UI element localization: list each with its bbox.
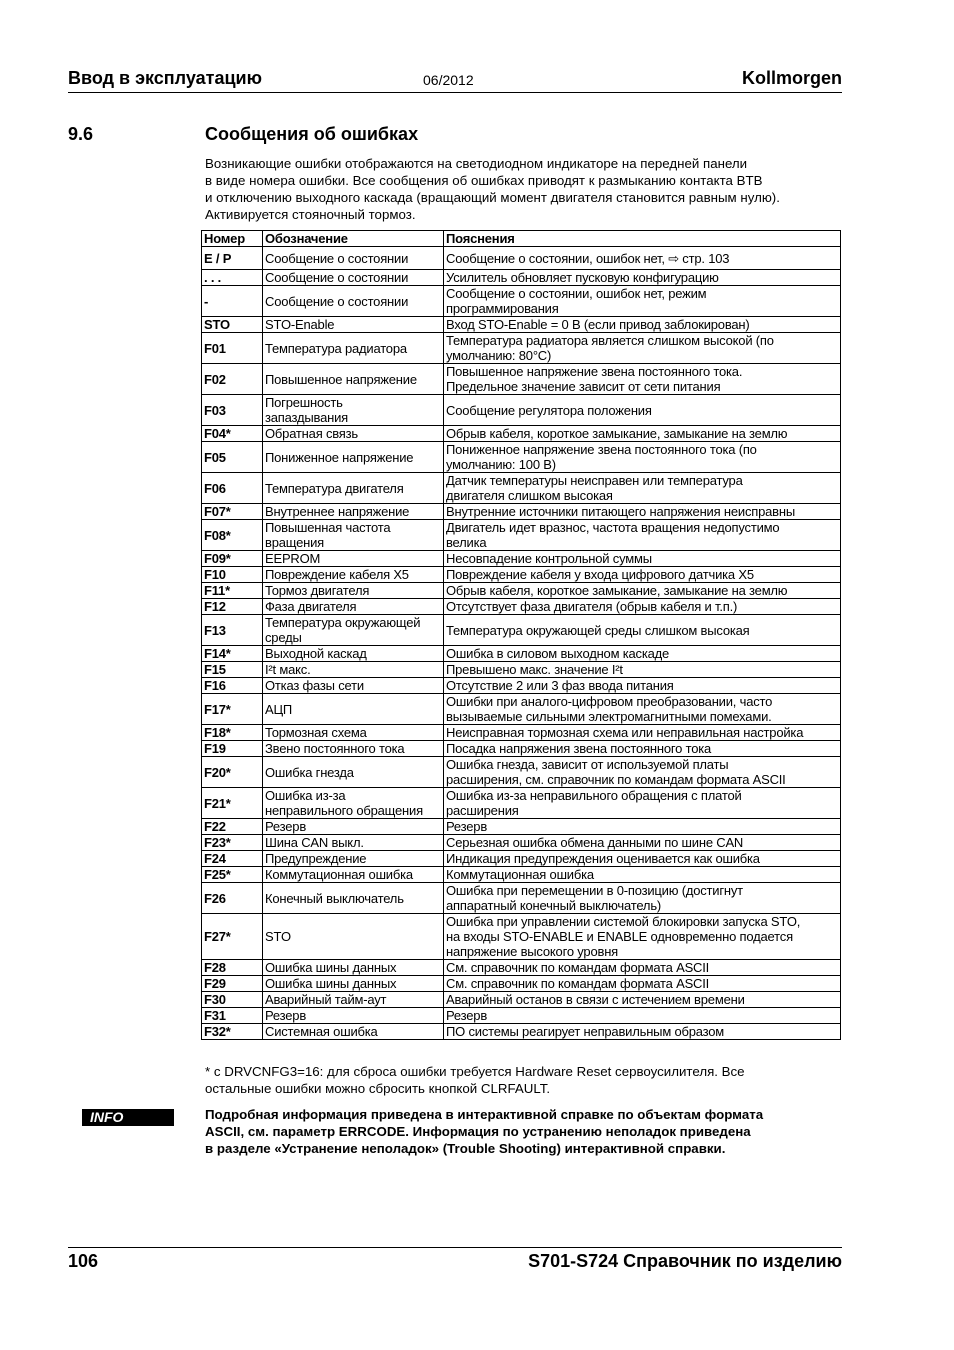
- error-designation: STO: [263, 914, 444, 960]
- error-designation: Тормозная схема: [263, 725, 444, 741]
- error-explanation: См. справочник по командам формата ASCII: [444, 976, 841, 992]
- error-explanation: Сообщение о состоянии, ошибок нет, ⇨ стр. 103: [444, 247, 841, 270]
- error-code: F21*: [202, 788, 263, 819]
- info-badge: INFO: [82, 1109, 174, 1126]
- error-code: F14*: [202, 646, 263, 662]
- table-row: [202, 520, 841, 551]
- table-row: [202, 867, 841, 883]
- error-code: F17*: [202, 694, 263, 725]
- table-row: [202, 504, 841, 520]
- error-code: F07*: [202, 504, 263, 520]
- error-code: F27*: [202, 914, 263, 960]
- error-code: F03: [202, 395, 263, 426]
- table-row: [202, 395, 841, 426]
- error-designation: Повышенное напряжение: [263, 364, 444, 395]
- footer-title: S701-S724 Справочник по изделию: [528, 1251, 842, 1271]
- error-code: F09*: [202, 551, 263, 567]
- error-explanation: Ошибка при перемещении в 0-позицию (достигнут аппаратный конечный выключатель): [444, 883, 841, 914]
- table-row: [202, 473, 841, 504]
- error-explanation: Обрыв кабеля, короткое замыкание, замыкание на землю: [444, 426, 841, 442]
- error-explanation: Ошибки при аналого-цифровом преобразовании, часто вызываемые сильными электромагнитными помехами.: [444, 694, 841, 725]
- table-row: [202, 247, 841, 270]
- table-row: [202, 1024, 841, 1040]
- table-row: [202, 914, 841, 960]
- table-row: [202, 1008, 841, 1024]
- error-explanation: Обрыв кабеля, короткое замыкание, замыкание на землю: [444, 583, 841, 599]
- error-designation: Внутреннее напряжение: [263, 504, 444, 520]
- error-code: F05: [202, 442, 263, 473]
- table-row: [202, 678, 841, 694]
- error-explanation: Серьезная ошибка обмена данными по шине CAN: [444, 835, 841, 851]
- table-row: [202, 883, 841, 914]
- table-row: [202, 317, 841, 333]
- error-code: F06: [202, 473, 263, 504]
- error-code: F15: [202, 662, 263, 678]
- error-designation: EEPROM: [263, 551, 444, 567]
- error-code: F13: [202, 615, 263, 646]
- error-code: F18*: [202, 725, 263, 741]
- error-designation: Предупреждение: [263, 851, 444, 867]
- error-explanation: Вход STO-Enable = 0 В (если привод заблокирован): [444, 317, 841, 333]
- error-designation: Температура радиатора: [263, 333, 444, 364]
- error-explanation: Несовпадение контрольной суммы: [444, 551, 841, 567]
- error-explanation: Отсутствует фаза двигателя (обрыв кабеля и т.п.): [444, 599, 841, 615]
- error-designation: АЦП: [263, 694, 444, 725]
- error-designation: Погрешность запаздывания: [263, 395, 444, 426]
- intro-paragraph: Возникающие ошибки отображаются на светодиодном индикаторе на передней панели в виде номера ошибки. Все сообщения об ошибках приводят к размыканию контакта BTB и отключению выходного каскада (вращающий момент двигателя становится равным нулю). Активируется стояночный тормоз.: [205, 156, 780, 222]
- error-explanation: Повреждение кабеля у входа цифрового датчика X5: [444, 567, 841, 583]
- error-code: F22: [202, 819, 263, 835]
- error-code: F08*: [202, 520, 263, 551]
- table-row: [202, 757, 841, 788]
- error-explanation: Коммутационная ошибка: [444, 867, 841, 883]
- info-text: Подробная информация приведена в интерактивной справке по объектам формата ASCII, см. параметр ERRCODE. Информация по устранению неполадок приведена в разделе «Устранение неполадок» (Trouble Shooting) интерактивной справки.: [205, 1107, 764, 1156]
- table-row: [202, 835, 841, 851]
- error-code: F24: [202, 851, 263, 867]
- table-row: [202, 788, 841, 819]
- error-code: F16: [202, 678, 263, 694]
- error-designation: Температура двигателя: [263, 473, 444, 504]
- table-row: [202, 270, 841, 286]
- error-designation: Коммутационная ошибка: [263, 867, 444, 883]
- header-date: 06/2012: [423, 72, 474, 88]
- error-explanation: Отсутствие 2 или 3 фаз ввода питания: [444, 678, 841, 694]
- error-explanation: Посадка напряжения звена постоянного тока: [444, 741, 841, 757]
- error-designation: Обратная связь: [263, 426, 444, 442]
- error-designation: Повреждение кабеля X5: [263, 567, 444, 583]
- error-designation: Ошибка шины данных: [263, 960, 444, 976]
- error-designation: Пониженное напряжение: [263, 442, 444, 473]
- page-footer: [68, 1247, 842, 1271]
- error-code: F25*: [202, 867, 263, 883]
- error-explanation: Датчик температуры неисправен или температура двигателя слишком высокая: [444, 473, 841, 504]
- error-explanation: Резерв: [444, 1008, 841, 1024]
- error-code: F02: [202, 364, 263, 395]
- table-row: [202, 646, 841, 662]
- error-designation: Сообщение о состоянии: [263, 286, 444, 317]
- error-explanation: Внутренние источники питающего напряжения неисправны: [444, 504, 841, 520]
- error-code: F30: [202, 992, 263, 1008]
- error-designation: Выходной каскад: [263, 646, 444, 662]
- error-code: F11*: [202, 583, 263, 599]
- error-explanation: Неисправная тормозная схема или неправильная настройка: [444, 725, 841, 741]
- error-code: F23*: [202, 835, 263, 851]
- error-designation: Конечный выключатель: [263, 883, 444, 914]
- error-explanation: Сообщение о состоянии, ошибок нет, режим программирования: [444, 286, 841, 317]
- table-row: [202, 333, 841, 364]
- table-row: [202, 725, 841, 741]
- error-explanation: Пониженное напряжение звена постоянного тока (по умолчанию: 100 В): [444, 442, 841, 473]
- error-explanation: Температура радиатора является слишком высокой (по умолчанию: 80°C): [444, 333, 841, 364]
- table-row: [202, 426, 841, 442]
- table-row: [202, 364, 841, 395]
- error-code: F32*: [202, 1024, 263, 1040]
- error-explanation: Превышено макс. значение I²t: [444, 662, 841, 678]
- table-row: [202, 819, 841, 835]
- error-code: F04*: [202, 426, 263, 442]
- error-explanation: Повышенное напряжение звена постоянного тока. Предельное значение зависит от сети питания: [444, 364, 841, 395]
- error-designation: Тормоз двигателя: [263, 583, 444, 599]
- section-number: 9.6: [68, 124, 94, 144]
- header-chapter: Ввод в эксплуатацию: [68, 68, 262, 88]
- error-designation: I²t макс.: [263, 662, 444, 678]
- error-code: F01: [202, 333, 263, 364]
- error-explanation: Индикация предупреждения оценивается как ошибка: [444, 851, 841, 867]
- error-code: E / P: [202, 247, 263, 270]
- error-designation: Ошибка шины данных: [263, 976, 444, 992]
- error-code: F28: [202, 960, 263, 976]
- table-row: [202, 694, 841, 725]
- table-row: [202, 551, 841, 567]
- error-explanation: Усилитель обновляет пусковую конфигурацию: [444, 270, 841, 286]
- error-designation: Системная ошибка: [263, 1024, 444, 1040]
- error-designation: Сообщение о состоянии: [263, 247, 444, 270]
- error-code: F20*: [202, 757, 263, 788]
- error-code: -: [202, 286, 263, 317]
- error-code: F31: [202, 1008, 263, 1024]
- error-designation: Ошибка гнезда: [263, 757, 444, 788]
- table-row: [202, 567, 841, 583]
- error-code: . . .: [202, 270, 263, 286]
- table-row: [202, 662, 841, 678]
- table-row: [202, 741, 841, 757]
- table-row: [202, 599, 841, 615]
- error-explanation: Резерв: [444, 819, 841, 835]
- error-explanation: Сообщение регулятора положения: [444, 395, 841, 426]
- table-row: [202, 583, 841, 599]
- table-row: [202, 442, 841, 473]
- error-designation: Резерв: [263, 819, 444, 835]
- table-row: [202, 976, 841, 992]
- page-header: [68, 68, 842, 93]
- error-code: F29: [202, 976, 263, 992]
- table-row: [202, 960, 841, 976]
- error-explanation: См. справочник по командам формата ASCII: [444, 960, 841, 976]
- header-brand: Kollmorgen: [741, 68, 842, 88]
- error-code: F10: [202, 567, 263, 583]
- page-number: 106: [68, 1251, 99, 1271]
- error-explanation: Температура окружающей среды слишком высокая: [444, 615, 841, 646]
- error-designation: Отказ фазы сети: [263, 678, 444, 694]
- error-code: F12: [202, 599, 263, 615]
- table-row: [202, 851, 841, 867]
- error-designation: Звено постоянного тока: [263, 741, 444, 757]
- table-row: [202, 286, 841, 317]
- error-table: [201, 230, 841, 1040]
- error-designation: Повышенная частота вращения: [263, 520, 444, 551]
- col-explanation: Пояснения: [444, 231, 841, 247]
- error-designation: Температура окружающей среды: [263, 615, 444, 646]
- col-designation: Обозначение: [263, 231, 444, 247]
- error-designation: STO-Enable: [263, 317, 444, 333]
- table-header-row: [202, 231, 841, 247]
- error-designation: Резерв: [263, 1008, 444, 1024]
- error-explanation: Ошибка из-за неправильного обращения с платой расширения: [444, 788, 841, 819]
- error-explanation: ПО системы реагирует неправильным образом: [444, 1024, 841, 1040]
- error-code: F19: [202, 741, 263, 757]
- error-explanation: Аварийный останов в связи с истечением времени: [444, 992, 841, 1008]
- error-explanation: Двигатель идет вразнос, частота вращения недопустимо велика: [444, 520, 841, 551]
- section-title: Сообщения об ошибках: [205, 124, 419, 144]
- error-explanation: Ошибка гнезда, зависит от используемой платы расширения, см. справочник по командам формата ASCII: [444, 757, 841, 788]
- error-code: F26: [202, 883, 263, 914]
- footnote: * с DRVCNFG3=16: для сброса ошибки требуется Hardware Reset сервоусилителя. Все остальные ошибки можно сбросить кнопкой CLRFAULT.: [205, 1064, 745, 1096]
- table-row: [202, 615, 841, 646]
- error-designation: Шина CAN выкл.: [263, 835, 444, 851]
- col-number: Номер: [202, 231, 263, 247]
- error-designation: Аварийный тайм-аут: [263, 992, 444, 1008]
- error-explanation: Ошибка при управлении системой блокировки запуска STO, на входы STO-ENABLE и ENABLE одновременно подается напряжение высокого уровня: [444, 914, 841, 960]
- error-designation: Ошибка из-за неправильного обращения: [263, 788, 444, 819]
- table-row: [202, 992, 841, 1008]
- error-designation: Фаза двигателя: [263, 599, 444, 615]
- error-code: STO: [202, 317, 263, 333]
- error-explanation: Ошибка в силовом выходном каскаде: [444, 646, 841, 662]
- error-designation: Сообщение о состоянии: [263, 270, 444, 286]
